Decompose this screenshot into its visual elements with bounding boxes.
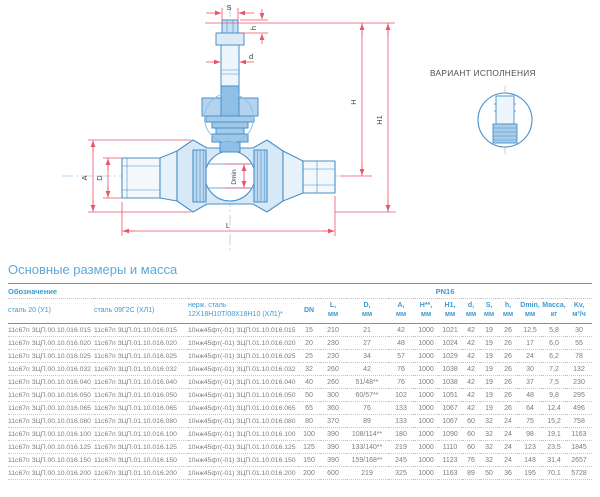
value-cell: 50 bbox=[298, 388, 320, 401]
value-cell: 19 bbox=[480, 401, 498, 414]
value-cell: 60 bbox=[462, 427, 480, 440]
designation-cell: 11с67п ЗЦП.01.10.016.020 bbox=[94, 336, 188, 349]
value-cell: 102 bbox=[388, 388, 414, 401]
designation-cell: 11с67п ЗЦП.01.10.016.040 bbox=[94, 375, 188, 388]
value-cell: 1163 bbox=[438, 466, 462, 479]
material-header-steel20: сталь 20 (У1) bbox=[8, 299, 94, 324]
value-cell: 15,2 bbox=[542, 414, 566, 427]
table-row bbox=[8, 349, 592, 362]
value-cell: 64 bbox=[518, 401, 542, 414]
value-cell: 42 bbox=[462, 349, 480, 362]
value-cell: 123 bbox=[518, 440, 542, 453]
value-cell: 125 bbox=[298, 440, 320, 453]
value-cell: 6,2 bbox=[542, 349, 566, 362]
value-cell: 15 bbox=[298, 323, 320, 336]
value-cell: 370 bbox=[320, 414, 346, 427]
value-cell: 32 bbox=[298, 362, 320, 375]
value-cell: 26 bbox=[498, 388, 518, 401]
designation-cell: 11с67п ЗЦП.01.10.016.032 bbox=[94, 362, 188, 375]
value-cell: 230 bbox=[320, 336, 346, 349]
dim-column-header: S, мм bbox=[480, 299, 498, 324]
designation-cell: 10нж45фт(-01) ЗЦП.01.10.016.100 bbox=[188, 427, 298, 440]
designation-cell: 10нж45фт(-01) ЗЦП.01.10.016.015 bbox=[188, 323, 298, 336]
pn-group-header: PN16 bbox=[298, 284, 592, 299]
value-cell: 390 bbox=[320, 440, 346, 453]
designation-cell: 11с67п ЗЦП.01.10.016.050 bbox=[94, 388, 188, 401]
dim-column-header: D, мм bbox=[346, 299, 388, 324]
value-cell: 32 bbox=[480, 440, 498, 453]
value-cell: 89 bbox=[462, 466, 480, 479]
value-cell: 200 bbox=[298, 466, 320, 479]
value-cell: 76 bbox=[388, 362, 414, 375]
table-row bbox=[8, 414, 592, 427]
value-cell: 60/57** bbox=[346, 388, 388, 401]
value-cell: 42 bbox=[462, 362, 480, 375]
value-cell: 1021 bbox=[438, 323, 462, 336]
value-cell: 230 bbox=[566, 375, 592, 388]
value-cell: 7,5 bbox=[542, 375, 566, 388]
table-row bbox=[8, 427, 592, 440]
value-cell: 1163 bbox=[566, 427, 592, 440]
value-cell: 57 bbox=[388, 349, 414, 362]
value-cell: 2657 bbox=[566, 453, 592, 466]
value-cell: 48 bbox=[518, 388, 542, 401]
value-cell: 1038 bbox=[438, 375, 462, 388]
value-cell: 1000 bbox=[414, 466, 438, 479]
designation-cell: 10нж45фт(-01) ЗЦП.01.10.016.032 bbox=[188, 362, 298, 375]
value-cell: 1000 bbox=[414, 427, 438, 440]
variant-detail bbox=[478, 93, 532, 147]
value-cell: 1000 bbox=[414, 401, 438, 414]
value-cell: 1000 bbox=[414, 375, 438, 388]
value-cell: 1000 bbox=[414, 362, 438, 375]
value-cell: 1024 bbox=[438, 336, 462, 349]
value-cell: 300 bbox=[320, 388, 346, 401]
dim-column-header: d, мм bbox=[462, 299, 480, 324]
table-row bbox=[8, 440, 592, 453]
value-cell: 5,8 bbox=[542, 323, 566, 336]
designation-cell: 10нж45фт(-01) ЗЦП.01.10.016.125 bbox=[188, 440, 298, 453]
dimensions-table bbox=[8, 283, 592, 480]
value-cell: 7,2 bbox=[542, 362, 566, 375]
value-cell: 9,8 bbox=[542, 388, 566, 401]
value-cell: 159/168** bbox=[346, 453, 388, 466]
designation-cell: 11с67п ЗЦП.01.10.016.100 bbox=[94, 427, 188, 440]
designation-cell: 11с67п ЗЦП.00.10.016.200 bbox=[8, 466, 94, 479]
value-cell: 17 bbox=[518, 336, 542, 349]
value-cell: 19 bbox=[480, 323, 498, 336]
value-cell: 78 bbox=[566, 349, 592, 362]
value-cell: 230 bbox=[320, 349, 346, 362]
dim-column-header: Масса, кг bbox=[542, 299, 566, 324]
dim-column-header: A, мм bbox=[388, 299, 414, 324]
dim-column-header: L, мм bbox=[320, 299, 346, 324]
designation-cell: 11с67п ЗЦП.01.10.016.015 bbox=[94, 323, 188, 336]
value-cell: 1038 bbox=[438, 362, 462, 375]
table-row bbox=[8, 466, 592, 479]
designation-cell: 10нж45фт(-01) ЗЦП.01.10.016.020 bbox=[188, 336, 298, 349]
dim-column-header: H1, мм bbox=[438, 299, 462, 324]
value-cell: 210 bbox=[320, 323, 346, 336]
value-cell: 27 bbox=[346, 336, 388, 349]
dim-column-header: Kv, м³/ч bbox=[566, 299, 592, 324]
dim-label-L: L bbox=[225, 221, 231, 230]
designation-cell: 10нж45фт(-01) ЗЦП.01.10.016.025 bbox=[188, 349, 298, 362]
value-cell: 600 bbox=[320, 466, 346, 479]
valve-stem bbox=[202, 20, 258, 152]
value-cell: 26 bbox=[498, 349, 518, 362]
table-title: Основные размеры и масса bbox=[8, 262, 178, 277]
dim-label-s: S bbox=[226, 3, 232, 12]
value-cell: 19 bbox=[480, 388, 498, 401]
value-cell: 1029 bbox=[438, 349, 462, 362]
value-cell: 12,4 bbox=[542, 401, 566, 414]
value-cell: 42 bbox=[462, 401, 480, 414]
value-cell: 219 bbox=[346, 466, 388, 479]
designation-cell: 11с67п ЗЦП.00.10.016.065 bbox=[8, 401, 94, 414]
dim-label-D: D bbox=[95, 175, 104, 181]
value-cell: 260 bbox=[320, 375, 346, 388]
table-row bbox=[8, 375, 592, 388]
dim-label-A: A bbox=[80, 175, 89, 181]
designation-cell: 11с67п ЗЦП.00.10.016.050 bbox=[8, 388, 94, 401]
designation-cell: 10нж45фт(-01) ЗЦП.01.10.016.050 bbox=[188, 388, 298, 401]
value-cell: 20 bbox=[298, 336, 320, 349]
value-cell: 70,1 bbox=[542, 466, 566, 479]
value-cell: 133 bbox=[388, 414, 414, 427]
value-cell: 26 bbox=[498, 336, 518, 349]
value-cell: 65 bbox=[298, 401, 320, 414]
value-cell: 34 bbox=[346, 349, 388, 362]
designation-cell: 10нж45фт(-01) ЗЦП.01.10.016.065 bbox=[188, 401, 298, 414]
table-body bbox=[8, 323, 592, 479]
value-cell: 76 bbox=[388, 375, 414, 388]
value-cell: 19 bbox=[480, 349, 498, 362]
value-cell: 1051 bbox=[438, 388, 462, 401]
value-cell: 42 bbox=[462, 336, 480, 349]
value-cell: 23,5 bbox=[542, 440, 566, 453]
dim-column-header: Н**, мм bbox=[414, 299, 438, 324]
dimensions-section bbox=[0, 262, 600, 480]
value-cell: 42 bbox=[388, 323, 414, 336]
value-cell: 42 bbox=[462, 388, 480, 401]
value-cell: 133/140** bbox=[346, 440, 388, 453]
value-cell: 180 bbox=[388, 427, 414, 440]
variant-title: ВАРИАНТ ИСПОЛНЕНИЯ bbox=[430, 68, 536, 78]
dim-label-Dmin: Dmin bbox=[231, 169, 238, 185]
value-cell: 31,4 bbox=[542, 453, 566, 466]
value-cell: 5728 bbox=[566, 466, 592, 479]
value-cell: 24 bbox=[518, 349, 542, 362]
value-cell: 1123 bbox=[438, 453, 462, 466]
value-cell: 40 bbox=[298, 375, 320, 388]
value-cell: 30 bbox=[566, 323, 592, 336]
value-cell: 6,0 bbox=[542, 336, 566, 349]
table-row bbox=[8, 401, 592, 414]
dim-column-header: Dmin, мм bbox=[518, 299, 542, 324]
value-cell: 245 bbox=[388, 453, 414, 466]
value-cell: 76 bbox=[346, 401, 388, 414]
value-cell: 89 bbox=[346, 414, 388, 427]
value-cell: 1000 bbox=[414, 388, 438, 401]
designation-cell: 11с67п ЗЦП.00.10.016.040 bbox=[8, 375, 94, 388]
value-cell: 1067 bbox=[438, 401, 462, 414]
value-cell: 1067 bbox=[438, 414, 462, 427]
designation-cell: 10нж45фт(-01) ЗЦП.01.10.016.200 bbox=[188, 466, 298, 479]
designation-cell: 11с67п ЗЦП.00.10.016.020 bbox=[8, 336, 94, 349]
value-cell: 390 bbox=[320, 427, 346, 440]
column-header-row bbox=[8, 299, 592, 324]
value-cell: 21 bbox=[346, 323, 388, 336]
dim-label-H1: H1 bbox=[375, 115, 384, 125]
value-cell: 758 bbox=[566, 414, 592, 427]
value-cell: 325 bbox=[388, 466, 414, 479]
designation-cell: 11с67п ЗЦП.01.10.016.065 bbox=[94, 401, 188, 414]
value-cell: 36 bbox=[498, 466, 518, 479]
value-cell: 26 bbox=[498, 375, 518, 388]
value-cell: 30 bbox=[518, 362, 542, 375]
value-cell: 80 bbox=[298, 414, 320, 427]
value-cell: 75 bbox=[518, 414, 542, 427]
value-cell: 26 bbox=[498, 401, 518, 414]
value-cell: 108/114** bbox=[346, 427, 388, 440]
value-cell: 42 bbox=[462, 375, 480, 388]
value-cell: 55 bbox=[566, 336, 592, 349]
value-cell: 496 bbox=[566, 401, 592, 414]
value-cell: 24 bbox=[498, 414, 518, 427]
designation-cell: 11с67п ЗЦП.00.10.016.025 bbox=[8, 349, 94, 362]
value-cell: 1000 bbox=[414, 440, 438, 453]
value-cell: 1000 bbox=[414, 349, 438, 362]
designation-cell: 10нж45фт(-01) ЗЦП.01.10.016.150 bbox=[188, 453, 298, 466]
group-header-row bbox=[8, 284, 592, 299]
value-cell: 12,5 bbox=[518, 323, 542, 336]
designation-cell: 11с67п ЗЦП.01.10.016.200 bbox=[94, 466, 188, 479]
value-cell: 24 bbox=[498, 440, 518, 453]
dim-column-header: DN bbox=[298, 299, 320, 324]
value-cell: 195 bbox=[518, 466, 542, 479]
ball bbox=[205, 151, 255, 201]
value-cell: 19,1 bbox=[542, 427, 566, 440]
value-cell: 32 bbox=[480, 453, 498, 466]
designation-cell: 11с67п ЗЦП.00.10.016.100 bbox=[8, 427, 94, 440]
value-cell: 132 bbox=[566, 362, 592, 375]
value-cell: 19 bbox=[480, 362, 498, 375]
material-header-steel09g2s: сталь 09Г2С (ХЛ1) bbox=[94, 299, 188, 324]
designation-group-header: Обозначение bbox=[8, 284, 298, 299]
value-cell: 42 bbox=[346, 362, 388, 375]
designation-cell: 11с67п ЗЦП.00.10.016.080 bbox=[8, 414, 94, 427]
value-cell: 295 bbox=[566, 388, 592, 401]
table-row bbox=[8, 453, 592, 466]
designation-cell: 11с67п ЗЦП.00.10.016.032 bbox=[8, 362, 94, 375]
value-cell: 360 bbox=[320, 401, 346, 414]
value-cell: 1090 bbox=[438, 427, 462, 440]
designation-cell: 11с67п ЗЦП.00.10.016.015 bbox=[8, 323, 94, 336]
value-cell: 24 bbox=[498, 427, 518, 440]
centerline bbox=[62, 6, 505, 252]
value-cell: 19 bbox=[480, 375, 498, 388]
stem-square-head bbox=[222, 20, 238, 33]
designation-cell: 10нж45фт(-01) ЗЦП.01.10.016.080 bbox=[188, 414, 298, 427]
value-cell: 1000 bbox=[414, 414, 438, 427]
value-cell: 390 bbox=[320, 453, 346, 466]
value-cell: 1110 bbox=[438, 440, 462, 453]
table-row bbox=[8, 388, 592, 401]
value-cell: 1000 bbox=[414, 336, 438, 349]
value-cell: 26 bbox=[498, 323, 518, 336]
value-cell: 24 bbox=[498, 453, 518, 466]
value-cell: 1000 bbox=[414, 323, 438, 336]
dim-label-d: d bbox=[249, 52, 254, 61]
value-cell: 25 bbox=[298, 349, 320, 362]
value-cell: 76 bbox=[462, 453, 480, 466]
value-cell: 32 bbox=[480, 414, 498, 427]
designation-cell: 11с67п ЗЦП.01.10.016.150 bbox=[94, 453, 188, 466]
value-cell: 100 bbox=[298, 427, 320, 440]
table-row bbox=[8, 336, 592, 349]
value-cell: 1845 bbox=[566, 440, 592, 453]
value-cell: 150 bbox=[298, 453, 320, 466]
table-row bbox=[8, 323, 592, 336]
designation-cell: 11с67п ЗЦП.00.10.016.150 bbox=[8, 453, 94, 466]
value-cell: 26 bbox=[498, 362, 518, 375]
value-cell: 260 bbox=[320, 362, 346, 375]
value-cell: 50 bbox=[480, 466, 498, 479]
value-cell: 98 bbox=[518, 427, 542, 440]
material-header-stainless: нерж. сталь 12Х18Н10Т/08Х18Н10 (ХЛ1)* bbox=[188, 299, 298, 324]
value-cell: 32 bbox=[480, 427, 498, 440]
table-row bbox=[8, 362, 592, 375]
value-cell: 60 bbox=[462, 440, 480, 453]
value-cell: 48 bbox=[388, 336, 414, 349]
designation-cell: 11с67п ЗЦП.01.10.016.025 bbox=[94, 349, 188, 362]
value-cell: 60 bbox=[462, 414, 480, 427]
designation-cell: 11с67п ЗЦП.01.10.016.080 bbox=[94, 414, 188, 427]
value-cell: 51/48** bbox=[346, 375, 388, 388]
value-cell: 42 bbox=[462, 323, 480, 336]
dim-column-header: h, мм bbox=[498, 299, 518, 324]
designation-cell: 11с67п ЗЦП.01.10.016.125 bbox=[94, 440, 188, 453]
dim-label-h: h bbox=[249, 25, 258, 31]
value-cell: 19 bbox=[480, 336, 498, 349]
value-cell: 148 bbox=[518, 453, 542, 466]
value-cell: 219 bbox=[388, 440, 414, 453]
value-cell: 1000 bbox=[414, 453, 438, 466]
value-cell: 133 bbox=[388, 401, 414, 414]
dim-label-H: H bbox=[349, 99, 358, 105]
designation-cell: 11с67п ЗЦП.00.10.016.125 bbox=[8, 440, 94, 453]
value-cell: 37 bbox=[518, 375, 542, 388]
designation-cell: 10нж45фт(-01) ЗЦП.01.10.016.040 bbox=[188, 375, 298, 388]
